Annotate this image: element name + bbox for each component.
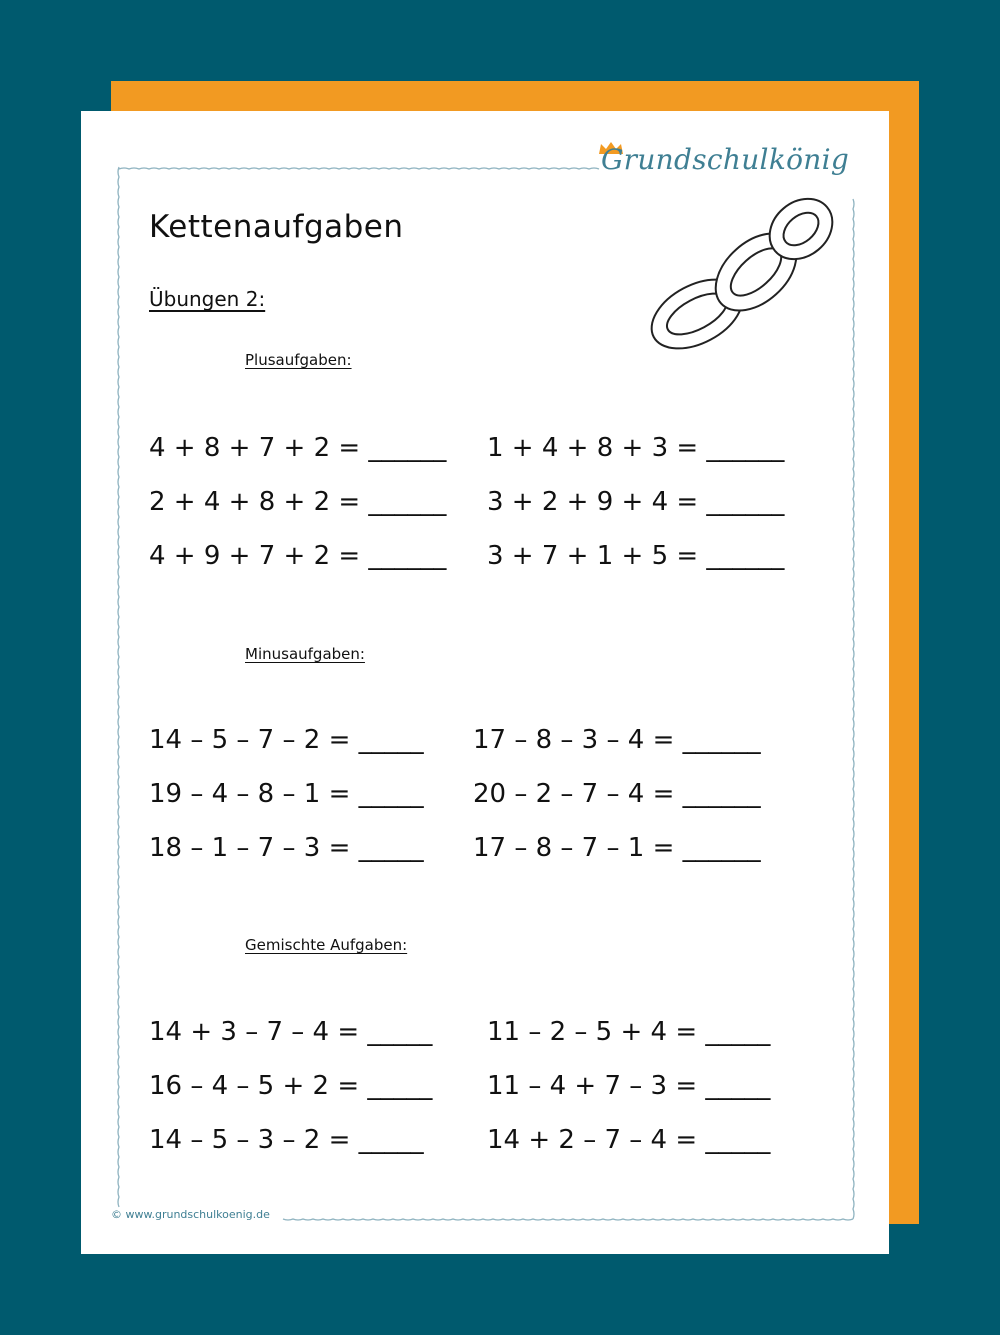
- worksheet-page: [81, 111, 889, 1254]
- task-mixed-1b: 11 – 2 – 5 + 4 = _____: [487, 1017, 771, 1047]
- task-plus-3b: 3 + 7 + 1 + 5 = ______: [487, 541, 785, 571]
- worksheet-title: Kettenaufgaben: [149, 209, 404, 245]
- brand-logo: Grundschulkönig: [601, 143, 850, 176]
- task-plus-1a: 4 + 8 + 7 + 2 = ______: [149, 433, 447, 463]
- task-mixed-3b: 14 + 2 – 7 – 4 = _____: [487, 1125, 771, 1155]
- section-label-minus: Minusaufgaben:: [245, 645, 365, 663]
- task-plus-3a: 4 + 9 + 7 + 2 = ______: [149, 541, 447, 571]
- task-mixed-2b: 11 – 4 + 7 – 3 = _____: [487, 1071, 771, 1101]
- task-plus-1b: 1 + 4 + 8 + 3 = ______: [487, 433, 785, 463]
- task-minus-2b: 20 – 2 – 7 – 4 = ______: [473, 779, 761, 809]
- task-minus-2a: 19 – 4 – 8 – 1 = _____: [149, 779, 424, 809]
- task-mixed-2a: 16 – 4 – 5 + 2 = _____: [149, 1071, 433, 1101]
- chain-links-icon: [641, 187, 871, 357]
- section-label-mixed: Gemischte Aufgaben:: [245, 936, 408, 954]
- section-label-plus: Plusaufgaben:: [245, 351, 352, 369]
- task-minus-3a: 18 – 1 – 7 – 3 = _____: [149, 833, 424, 863]
- task-plus-2a: 2 + 4 + 8 + 2 = ______: [149, 487, 447, 517]
- task-minus-3b: 17 – 8 – 7 – 1 = ______: [473, 833, 761, 863]
- task-mixed-1a: 14 + 3 – 7 – 4 = _____: [149, 1017, 433, 1047]
- task-minus-1b: 17 – 8 – 3 – 4 = ______: [473, 725, 761, 755]
- task-minus-1a: 14 – 5 – 7 – 2 = _____: [149, 725, 424, 755]
- task-mixed-3a: 14 – 5 – 3 – 2 = _____: [149, 1125, 424, 1155]
- footer-copyright: © www.grundschulkoenig.de: [111, 1208, 270, 1221]
- worksheet-subtitle: Übungen 2:: [149, 287, 266, 311]
- task-plus-2b: 3 + 2 + 9 + 4 = ______: [487, 487, 785, 517]
